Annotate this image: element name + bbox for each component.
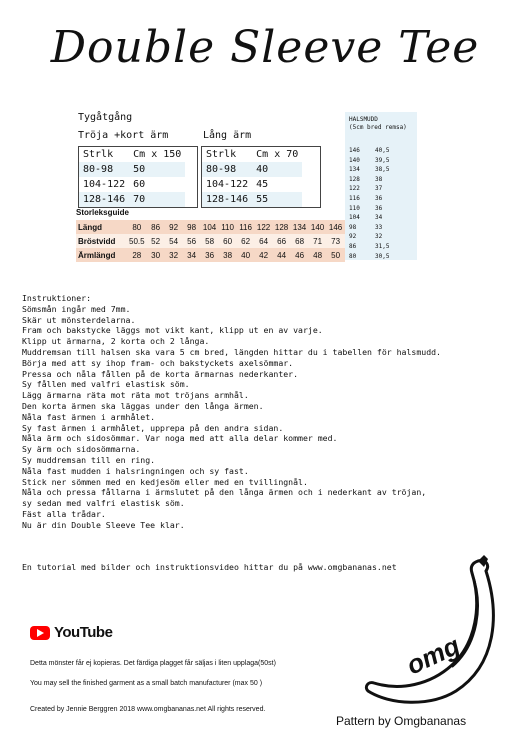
header-size: Strlk [206, 149, 237, 160]
size-guide-cell: 71 [309, 234, 327, 248]
size-guide-cell: 38 [219, 248, 237, 262]
neckband-length: 34 [375, 214, 383, 222]
size-guide-cell: 42 [255, 248, 273, 262]
pattern-by-label: Pattern by Omgbananas [336, 714, 467, 728]
size-guide-cell: 68 [291, 234, 309, 248]
size-guide-cell: 80 [127, 220, 147, 234]
table-header-row [202, 147, 302, 162]
neckband-length: 36 [375, 194, 383, 202]
size-guide-cell: 66 [273, 234, 291, 248]
neckband-length: 36 [375, 204, 383, 212]
instruction-line: Instruktioner: [22, 293, 92, 303]
instruction-line: Stick ner sömmen med en kedjesöm eller med en tvillingnål. [22, 476, 308, 487]
instruction-line: Sy fållen med valfri elastisk söm. [22, 379, 190, 390]
size-guide-cell: 134 [291, 220, 309, 234]
neckband-length: 40,5 [375, 147, 390, 154]
size-guide-cell: 32 [165, 248, 183, 262]
size-guide-cell: 64 [255, 234, 273, 248]
neckband-size: 116 [349, 194, 360, 202]
size-guide-cell: 28 [127, 248, 147, 262]
size-cell: 104-122 [83, 179, 126, 190]
header-size: Strlk [83, 149, 114, 160]
instruction-line: Den korta ärmen ska läggas under den långa ärmen. [22, 400, 264, 411]
table-row [202, 177, 302, 192]
neckband-size: 128 [349, 175, 360, 183]
size-guide-title: Storleksguide [76, 208, 129, 217]
size-cell: 80-98 [83, 164, 114, 175]
neckband-size: 86 [349, 242, 357, 250]
size-guide-cell: 56 [183, 234, 201, 248]
neckband-length: 32 [375, 233, 383, 241]
length-cell: 45 [256, 179, 269, 190]
size-guide-cell: 58 [201, 234, 219, 248]
instruction-line: Skär ut mönsterdelarna. [22, 314, 136, 325]
header-length: Cm x 70 [256, 149, 299, 160]
length-cell: 70 [133, 194, 146, 205]
table-row [79, 192, 185, 207]
table-header-row [79, 147, 185, 162]
short-sleeve-heading: Tröja +kort ärm [78, 130, 169, 141]
size-guide-cell: 104 [201, 220, 219, 234]
neckband-row [349, 184, 413, 194]
size-guide-cell: 122 [255, 220, 273, 234]
instruction-line: Pressa och nåla fållen på de korta ärmarnas nederkanter. [22, 368, 299, 379]
instruction-line: Nåla ärm och sidosömmar. Var noga med att alla delar kommer med. [22, 433, 338, 444]
neckband-size: 140 [349, 156, 360, 164]
copy-notice-sv: Detta mönster får ej kopieras. Det färdiga plagget får säljas i liten upplaga(50st) [30, 660, 276, 667]
size-guide-table [76, 220, 345, 262]
neckband-size: 122 [349, 185, 360, 193]
table-row [202, 162, 302, 177]
size-guide-row-label: Längd [76, 220, 127, 234]
neckband-row [349, 242, 413, 252]
neckband-size: 110 [349, 204, 360, 212]
neckband-length: 31,5 [375, 242, 390, 250]
neckband-row [349, 213, 413, 223]
instruction-line: Nåla fast mudden i halsringningen och sy fast. [22, 465, 249, 476]
size-guide-row [76, 234, 345, 248]
size-cell: 104-122 [206, 179, 249, 190]
instructions-block [22, 293, 441, 531]
neckband-row [349, 146, 413, 156]
size-guide-cell: 52 [147, 234, 165, 248]
table-row [79, 177, 185, 192]
neckband-subheading: (5cm bred remsa) [349, 124, 407, 131]
size-guide-cell: 50.5 [127, 234, 147, 248]
neckband-length: 39,5 [375, 156, 390, 164]
neckband-row [349, 156, 413, 166]
size-guide-cell: 44 [273, 248, 291, 262]
header-length: Cm x 150 [133, 149, 182, 160]
credits: Created by Jennie Berggren 2018 www.omgbananas.net All rights reserved. [30, 706, 266, 713]
instruction-line: Muddremsan till halsen ska vara 5 cm bred, längden hittar du i tabellen för halsmudd. [22, 346, 441, 357]
neckband-size: 92 [349, 233, 357, 241]
neckband-heading: HALSMUDD [349, 116, 378, 123]
size-cell: 128-146 [206, 194, 249, 205]
neckband-length: 33 [375, 223, 383, 231]
size-guide-cell: 34 [183, 248, 201, 262]
instruction-line: Sömsmån ingår med 7mm. [22, 303, 131, 314]
length-cell: 40 [256, 164, 269, 175]
page-title: Double Sleeve Tee [50, 22, 480, 73]
size-guide-row-label: Ärmlängd [76, 248, 127, 262]
size-guide-cell: 48 [309, 248, 327, 262]
neckband-row [349, 204, 413, 214]
instruction-line: Fäst alla trådar. [22, 508, 106, 519]
length-cell: 55 [256, 194, 269, 205]
instruction-line: Klipp ut ärmarna, 2 korta och 2 långa. [22, 336, 210, 347]
size-guide-cell: 86 [147, 220, 165, 234]
instruction-line: sy sedan med valfri elastisk söm. [22, 498, 185, 509]
instruction-line: Sy fast ärmen i armhålet, upprepa på den andra sidan. [22, 422, 284, 433]
neckband-row [349, 165, 413, 175]
neckband-row [349, 175, 413, 185]
size-guide-row [76, 220, 345, 234]
instruction-line: Lägg ärmarna räta mot räta mot tröjans armhål. [22, 390, 249, 401]
logo-text: omg [401, 630, 465, 681]
neckband-size: 98 [349, 223, 357, 231]
neckband-length: 38,5 [375, 166, 390, 174]
neckband-length: 38 [375, 175, 383, 183]
size-guide-cell: 92 [165, 220, 183, 234]
length-cell: 60 [133, 179, 146, 190]
youtube-wordmark: YouTube [54, 624, 113, 641]
instruction-line: Fram och bakstycke läggs mot vikt kant, klipp ut en av varje. [22, 325, 323, 336]
neckband-size: 80 [349, 252, 357, 260]
long-sleeve-fabric-table [201, 146, 321, 208]
length-cell: 50 [133, 164, 146, 175]
size-guide-cell: 40 [237, 248, 255, 262]
tutorial-note: En tutorial med bilder och instruktionsvideo hittar du på www.omgbananas.net [22, 562, 397, 572]
size-cell: 128-146 [83, 194, 126, 205]
youtube-logo [30, 624, 112, 641]
size-cell: 80-98 [206, 164, 237, 175]
size-guide-cell: 50 [327, 248, 345, 262]
size-guide-cell: 30 [147, 248, 165, 262]
size-guide-cell: 73 [327, 234, 345, 248]
size-guide-cell: 146 [327, 220, 345, 234]
table-row [202, 192, 302, 207]
size-guide-row [76, 248, 345, 262]
neckband-size: 146 [349, 147, 360, 154]
long-sleeve-heading: Lång ärm [203, 130, 252, 141]
size-guide-cell: 98 [183, 220, 201, 234]
size-guide-cell: 140 [309, 220, 327, 234]
short-sleeve-fabric-table [78, 146, 198, 208]
neckband-row [349, 252, 413, 262]
instruction-line: Sy muddremsan till en ring. [22, 454, 156, 465]
youtube-icon [30, 626, 50, 640]
size-guide-cell: 54 [165, 234, 183, 248]
size-guide-cell: 116 [237, 220, 255, 234]
size-guide-row-label: Bröstvidd [76, 234, 127, 248]
instruction-line: Nåla och pressa fållarna i ärmslutet på den långa ärmen och i nederkant av tröjan, [22, 487, 427, 498]
neckband-row [349, 194, 413, 204]
neckband-size: 104 [349, 214, 360, 222]
table-row [79, 162, 185, 177]
size-guide-cell: 60 [219, 234, 237, 248]
banana-logo [360, 555, 510, 715]
instruction-line: Börja med att sy ihop fram- och bakstyckets axelsömmar. [22, 357, 294, 368]
neckband-row [349, 223, 413, 233]
instruction-line: Nu är din Double Sleeve Tee klar. [22, 519, 185, 530]
size-guide-cell: 128 [273, 220, 291, 234]
neckband-length: 37 [375, 185, 383, 193]
size-guide-cell: 110 [219, 220, 237, 234]
size-guide-cell: 36 [201, 248, 219, 262]
neckband-length: 30,5 [375, 252, 390, 260]
neckband-size: 134 [349, 166, 360, 174]
neckband-table [345, 112, 417, 260]
neckband-row [349, 232, 413, 242]
instruction-line: Sy ärm och sidosömmarna. [22, 444, 141, 455]
size-guide-cell: 62 [237, 234, 255, 248]
copy-notice-en: You may sell the finished garment as a small batch manufacturer (max 50 ) [30, 680, 263, 687]
fabric-heading: Tygåtgång [78, 112, 133, 123]
instruction-line: Nåla fast ärmen i armhålet. [22, 411, 156, 422]
size-guide-cell: 46 [291, 248, 309, 262]
